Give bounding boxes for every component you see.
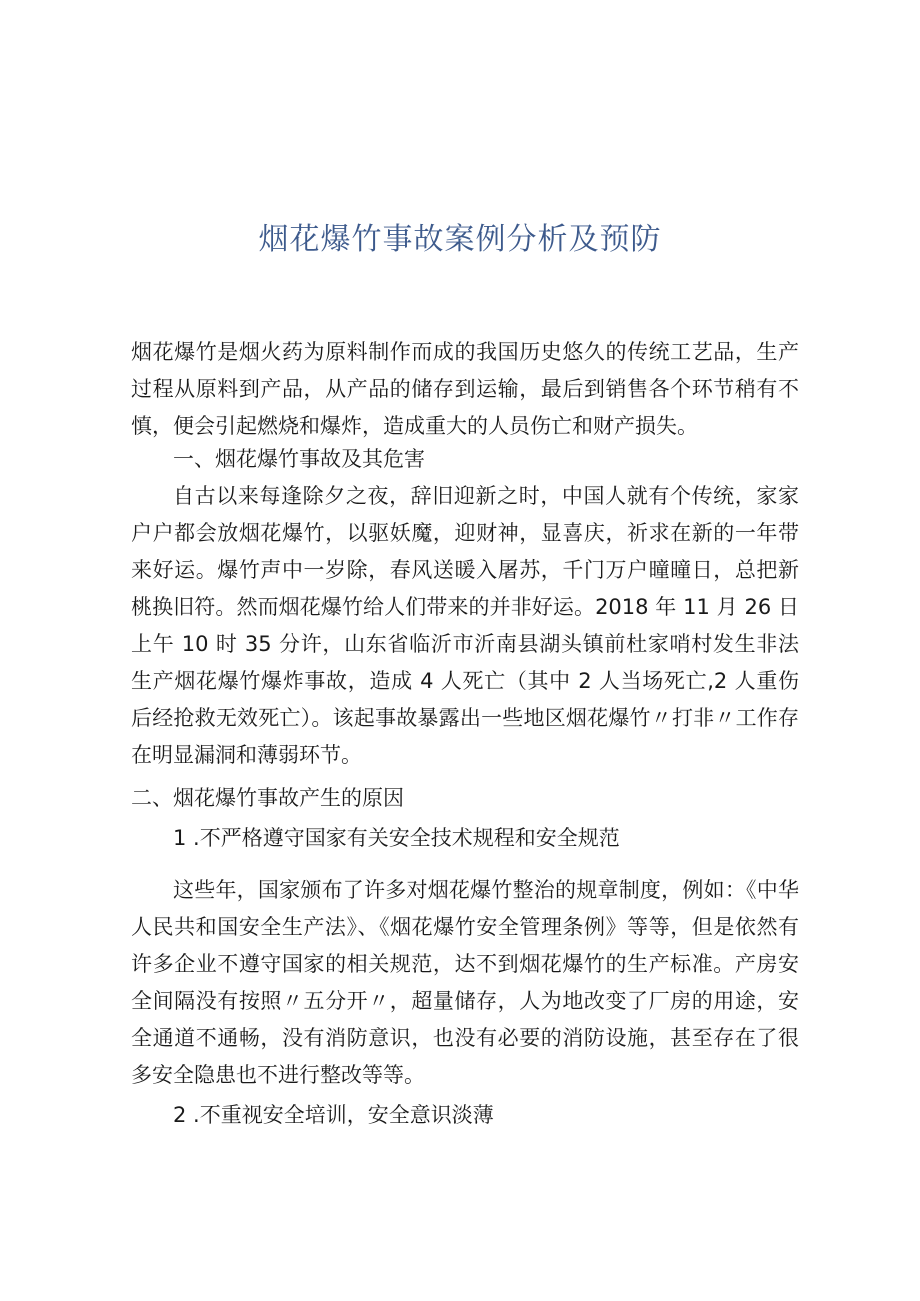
section-2-item-1-heading: 1 .不严格遵守国家有关安全技术规程和安全规范 (173, 826, 620, 850)
section-1-heading: 一、烟花爆竹事故及其危害 (173, 447, 425, 471)
document-title: 烟花爆竹事故案例分析及预防 (258, 222, 662, 257)
section-1-body: 自古以来每逢除夕之夜，辞旧迎新之时，中国人就有个传统，家家户户都会放烟花爆竹，以驱妖魔，迎财神，显喜庆，祈求在新的一年带来好运。爆竹声中一岁除，春风送暖入屠苏，千门万户曈曈日，总把新桃换旧符。然而烟花爆竹给人们带来的并非好运。2018 年 11 月 26 日上午 10 时 35 分许，山东省临沂市沂南县湖头镇前杜家哨村发生非法生产烟花爆竹爆炸事故，造成 4 人死亡（其中 2 人当场死亡,2 人重伤后经抢救无效死亡）。该起事故暴露出一些地区烟花爆竹〃打非〃工作存在明显漏洞和薄弱环节。 (131, 484, 799, 767)
intro-paragraph: 烟花爆竹是烟火药为原料制作而成的我国历史悠久的传统工艺品，生产过程从原料到产品，从产品的储存到运输，最后到销售各个环节稍有不慎，便会引起燃烧和爆炸，造成重大的人员伤亡和财产损失。 (131, 340, 799, 438)
section-2-item-1-body: 这些年，国家颁布了许多对烟花爆竹整治的规章制度，例如：《中华人民共和国安全生产法》、《烟花爆竹安全管理条例》等等，但是依然有许多企业不遵守国家的相关规范，达不到烟花爆竹的生产标准。产房安全间隔没有按照〃五分开〃，超量储存，人为地改变了厂房的用途，安全通道不通畅，没有消防意识，也没有必要的消防设施，甚至存在了很多安全隐患也不进行整改等等。 (131, 878, 799, 1087)
section-2-item-2-heading: 2 .不重视安全培训，安全意识淡薄 (173, 1103, 494, 1127)
section-2-heading: 二、烟花爆竹事故产生的原因 (131, 786, 404, 810)
